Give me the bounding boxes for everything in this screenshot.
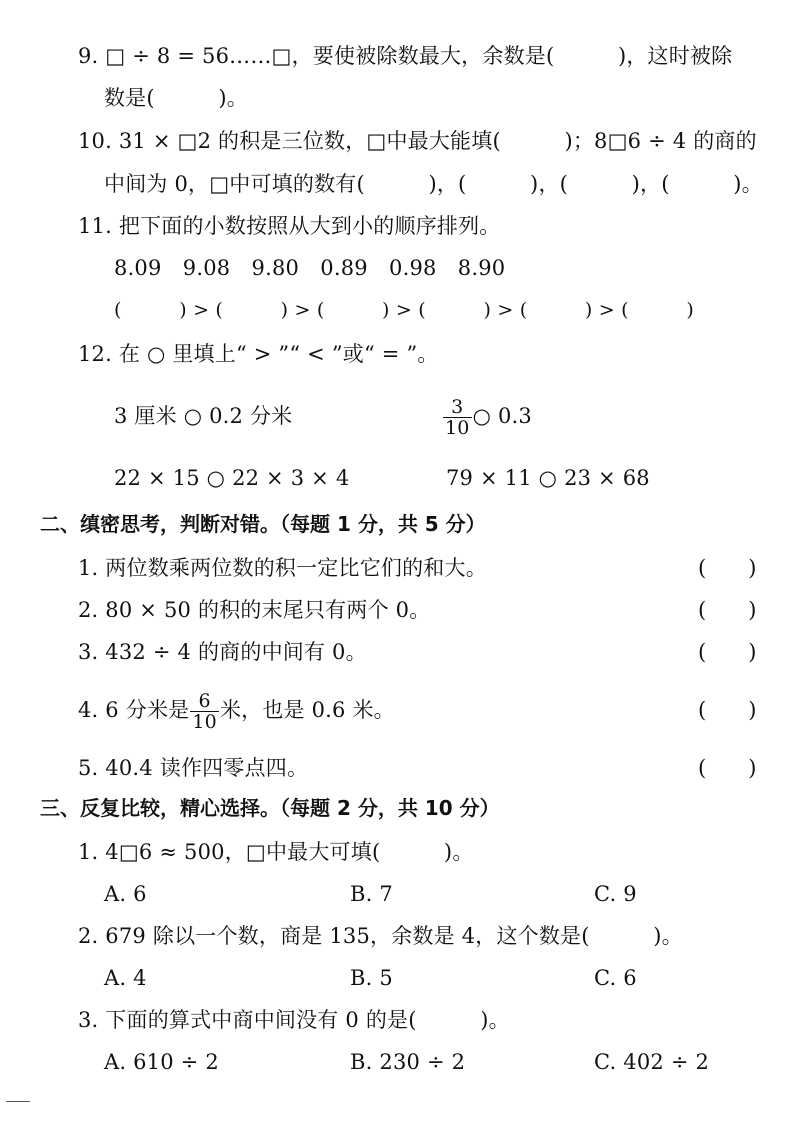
judge-q4-pre: 4. 6 分米是	[78, 698, 190, 722]
judge-question-4	[78, 688, 395, 732]
choice-2-option-c[interactable]: C. 6	[594, 966, 637, 990]
choice-3-option-c[interactable]: C. 402 ÷ 2	[594, 1050, 710, 1074]
choice-3-option-b[interactable]: B. 230 ÷ 2	[350, 1050, 466, 1074]
judge-question-3: 3. 432 ÷ 4 的商的中间有 0。	[78, 640, 367, 664]
page-edge-rule	[6, 1101, 30, 1102]
judge-q4-post: 米，也是 0.6 米。	[219, 698, 395, 722]
compare-2-rest: ○ 0.3	[472, 404, 532, 428]
choice-1-option-c[interactable]: C. 9	[594, 882, 637, 906]
judge-answer-4[interactable]: ( )	[698, 698, 757, 722]
choice-2-option-a[interactable]: A. 4	[104, 966, 147, 990]
fraction	[190, 691, 219, 732]
section-2-title: 二、缜密思考，判断对错。（每题 1 分，共 5 分）	[40, 512, 486, 536]
question-12-compare-4: 79 × 11 ○ 23 × 68	[446, 466, 650, 490]
question-9-line-1: 9. □ ÷ 8 = 56……□，要使被除数最大，余数是( )，这时被除	[78, 44, 733, 68]
judge-answer-5[interactable]: ( )	[698, 756, 757, 780]
question-10-line-2: 中间为 0，□中可填的数有( )，( )，( )，( )。	[104, 172, 763, 196]
fraction-numerator: 6	[190, 691, 219, 712]
judge-question-5: 5. 40.4 读作四零点四。	[78, 756, 309, 780]
question-12-compare-3: 22 × 15 ○ 22 × 3 × 4	[114, 466, 350, 490]
question-11-numbers: 8.09 9.08 9.80 0.89 0.98 8.90	[114, 256, 506, 280]
fraction-denominator: 10	[192, 711, 217, 733]
question-11: 11. 把下面的小数按照从大到小的顺序排列。	[78, 214, 501, 238]
choice-1-option-b[interactable]: B. 7	[350, 882, 393, 906]
question-12-compare-2	[442, 396, 532, 438]
question-11-blanks: ( ) > ( ) > ( ) > ( ) > ( ) > ( )	[114, 299, 694, 321]
judge-question-1: 1. 两位数乘两位数的积一定比它们的和大。	[78, 556, 487, 580]
judge-question-2: 2. 80 × 50 的积的末尾只有两个 0。	[78, 598, 431, 622]
judge-answer-2[interactable]: ( )	[698, 598, 757, 622]
question-12: 12. 在 ○ 里填上“ > ”“ < ”或“ = ”。	[78, 342, 439, 366]
choice-2-option-b[interactable]: B. 5	[350, 966, 393, 990]
choice-3-option-a[interactable]: A. 610 ÷ 2	[104, 1050, 219, 1074]
section-3-title: 三、反复比较，精心选择。（每题 2 分，共 10 分）	[40, 796, 500, 820]
fraction	[443, 397, 472, 438]
choice-question-2: 2. 679 除以一个数，商是 135，余数是 4，这个数是( )。	[78, 924, 683, 948]
judge-answer-3[interactable]: ( )	[698, 640, 757, 664]
fraction-denominator: 10	[445, 417, 470, 439]
question-9-line-2: 数是( )。	[104, 86, 248, 110]
question-12-compare-1: 3 厘米 ○ 0.2 分米	[114, 404, 293, 428]
judge-answer-1[interactable]: ( )	[698, 556, 757, 580]
choice-question-3: 3. 下面的算式中商中间没有 0 的是( )。	[78, 1008, 510, 1032]
fraction-numerator: 3	[443, 397, 472, 418]
question-10-line-1: 10. 31 × □2 的积是三位数，□中最大能填( )；8□6 ÷ 4 的商的	[78, 129, 757, 153]
choice-1-option-a[interactable]: A. 6	[104, 882, 147, 906]
choice-question-1: 1. 4□6 ≈ 500，□中最大可填( )。	[78, 840, 474, 864]
